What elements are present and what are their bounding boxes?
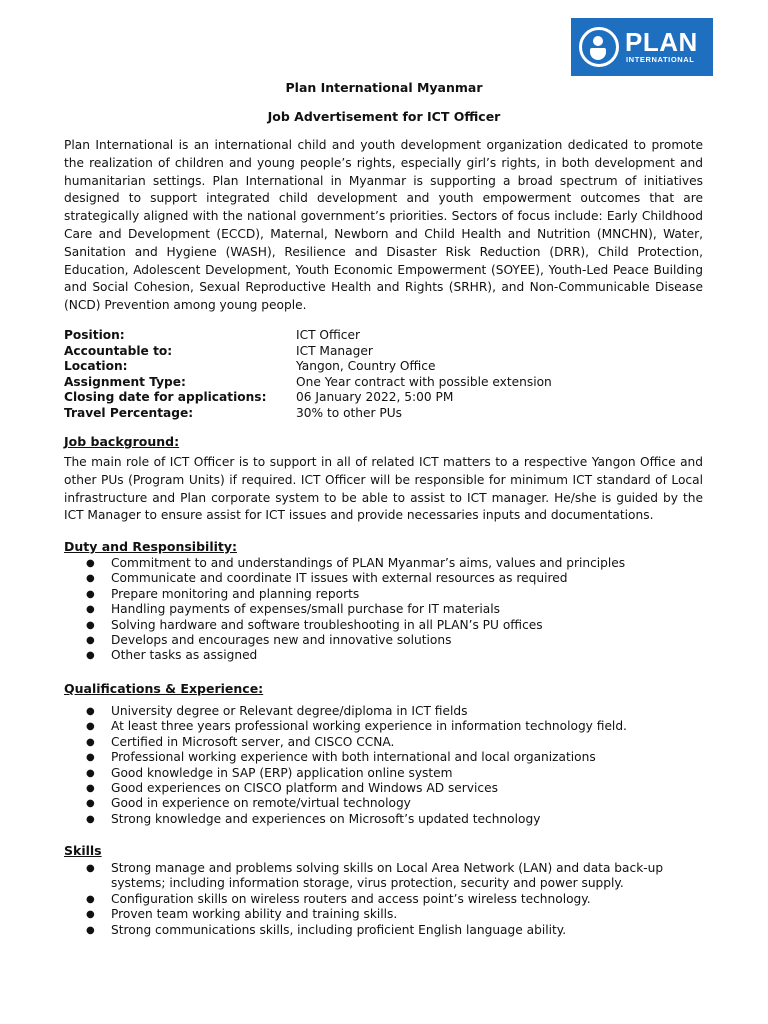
list-item-text: Good knowledge in SAP (ERP) application online system [111,765,453,780]
list-item [84,861,706,892]
bullet-icon: ● [86,767,95,779]
fact-label: Accountable to: [64,343,173,358]
list-item-text: Strong communications skills, including proficient English language ability. [111,922,567,937]
list-item [84,766,706,781]
logo-wordmark [625,29,698,65]
list-item [84,587,706,602]
bullet-icon: ● [86,588,95,600]
job-facts-table [64,328,684,421]
bullet-icon: ● [86,619,95,631]
fact-row [64,390,684,406]
list-item-text: Good in experience on remote/virtual technology [111,796,411,811]
fact-value: 30% to other PUs [296,405,403,420]
list-item [84,907,706,922]
skills-heading: Skills [64,843,102,858]
list-item [84,923,706,938]
bullet-icon: ● [86,706,95,717]
list-item-text: Develops and encourages new and innovative solutions [111,633,452,648]
list-item [84,633,706,648]
fact-row [64,344,684,360]
bullet-icon: ● [86,736,95,748]
fact-row [64,359,684,375]
fact-value: ICT Officer [296,328,361,342]
bullet-icon: ● [86,909,95,921]
list-item [84,648,706,663]
list-item [84,556,706,571]
bullet-icon: ● [86,893,95,905]
list-item [84,781,706,796]
list-item-text: University degree or Relevant degree/diploma in ICT fields [111,704,468,718]
bullet-icon: ● [86,604,95,616]
bullet-icon: ● [86,924,95,936]
job-background-heading: Job background: [64,434,180,449]
bullet-icon: ● [86,573,95,585]
fact-label: Location: [64,359,128,373]
fact-value: 06 January 2022, 5:00 PM [296,390,454,404]
bullet-icon: ● [86,752,95,764]
list-item-text: Professional working experience with both international and local organizations [111,750,596,765]
skills-list [84,861,706,938]
list-item-text: Strong manage and problems solving skills on Local Area Network (LAN) and data back-up systems; including information storage, virus protection, security and power supply. [111,861,664,891]
bullet-icon: ● [86,863,95,874]
list-item-text: Communicate and coordinate IT issues with external resources as required [111,571,568,586]
bullet-icon: ● [86,813,95,825]
list-item-text: At least three years professional working experience in information technology field. [111,719,627,734]
fact-row [64,375,684,391]
organization-title: Plan International Myanmar [285,80,483,95]
fact-label: Position: [64,328,125,342]
bullet-icon: ● [86,721,95,733]
fact-value: Yangon, Country Office [296,359,436,373]
list-item-text: Configuration skills on wireless routers and access point’s wireless technology. [111,891,591,906]
bullet-icon: ● [86,798,95,810]
list-item-text: Commitment to and understandings of PLAN Myanmar’s aims, values and principles [111,556,626,570]
list-item-text: Prepare monitoring and planning reports [111,586,360,601]
list-item [84,796,706,811]
list-item-text: Proven team working ability and training skills. [111,907,398,922]
duty-list [84,556,706,664]
logo-main-text: PLAN [625,27,698,57]
fact-value: ICT Manager [296,343,373,358]
bullet-icon: ● [86,650,95,662]
intro-paragraph: Plan International is an international child and youth development organization dedicated to promote the realization of children and young people’s rights, especially girl’s rights, in both development and humanitarian settings. Plan International in Myanmar is supporting a broad spectrum of initiatives designed to support integrated child development and youth empowerment outcomes that are strategically aligned with the national government’s priorities. Sectors of focus include: Early Childhood Care and Development (ECCD), Maternal, Newborn and Child Health and Nutrition (MNCHN), Water, Sanitation and Hygiene (WASH), Resilience and Disaster Risk Reduction (DRR), Child Protection, Education, Adolescent Development, Youth Economic Empowerment (SOYEE), Youth-Led Peace Building and Social Cohesion, Sexual Reproductive Health and Rights (SRHR), and Non-Communicable Disease (NCD) Prevention among young people. [64,138,703,313]
logo-sub-text: INTERNATIONAL [626,55,695,64]
fact-label: Closing date for applications: [64,390,267,404]
list-item [84,719,706,734]
job-background-paragraph: The main role of ICT Officer is to support in all of related ICT matters to a respective Yangon Office and other PUs (Program Units) if required. ICT Officer will be responsible for minimum ICT standard of Local infrastructure and Plan corporate system to be able to assist to ICT manager. He/she is guided by the ICT Manager to ensure assist for ICT issues and provide necessaries inputs and documentations. [64,455,703,523]
bullet-icon: ● [86,558,95,569]
list-item [84,735,706,750]
bullet-icon: ● [86,635,95,647]
list-item [84,602,706,617]
fact-row [64,406,684,422]
fact-label: Travel Percentage: [64,405,194,420]
qualifications-heading: Qualifications & Experience: [64,681,264,696]
child-logo-icon [579,27,619,67]
list-item [84,571,706,586]
fact-value: One Year contract with possible extension [296,374,552,389]
job-ad-title: Job Advertisement for ICT Officer [267,109,501,124]
list-item [84,812,706,827]
qualifications-list [84,704,706,827]
list-item [84,618,706,633]
list-item [84,892,706,907]
plan-international-logo [571,18,713,76]
list-item [84,704,706,719]
list-item [84,750,706,765]
list-item-text: Strong knowledge and experiences on Microsoft’s updated technology [111,811,541,826]
list-item-text: Certified in Microsoft server, and CISCO CCNA. [111,734,395,749]
list-item-text: Other tasks as assigned [111,648,258,663]
fact-label: Assignment Type: [64,374,186,389]
list-item-text: Good experiences on CISCO platform and Windows AD services [111,781,498,796]
fact-row [64,328,684,344]
list-item-text: Solving hardware and software troubleshooting in all PLAN’s PU offices [111,617,543,632]
duty-heading: Duty and Responsibility: [64,539,238,554]
list-item-text: Handling payments of expenses/small purchase for IT materials [111,602,501,617]
bullet-icon: ● [86,783,95,795]
